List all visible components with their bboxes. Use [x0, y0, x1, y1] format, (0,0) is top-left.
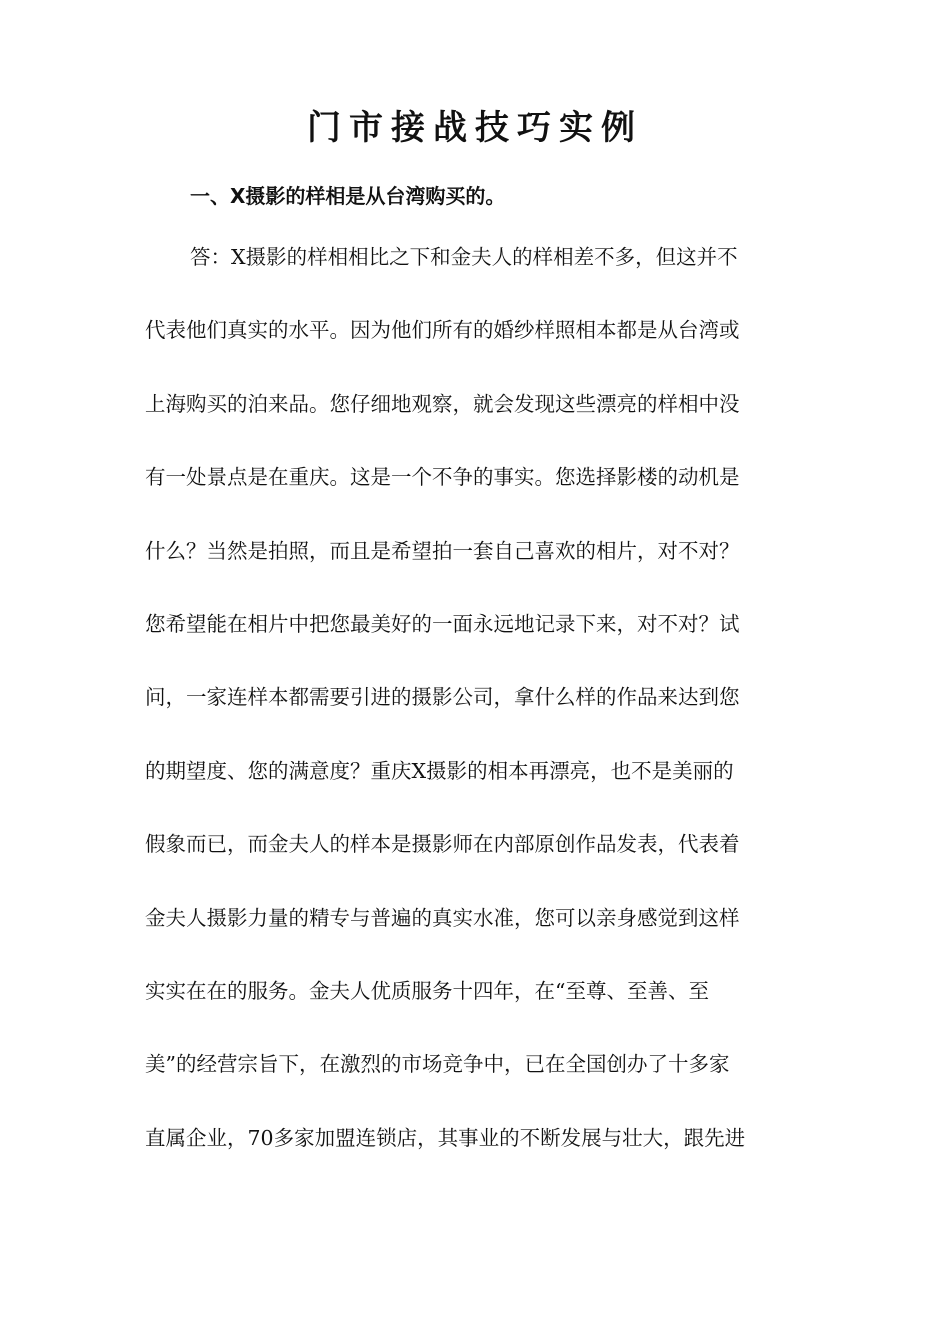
body-line: 美”的经营宗旨下，在激烈的市场竞争中，已在全国创办了十多家	[145, 1052, 730, 1077]
body-line: 的期望度、您的满意度？重庆X摄影的相本再漂亮，也不是美丽的	[145, 758, 734, 783]
body-line: 实实在在的服务。金夫人优质服务十四年，在“至尊、至善、至	[145, 978, 709, 1003]
body-line: 代表他们真实的水平。因为他们所有的婚纱样照相本都是从台湾或	[145, 318, 740, 343]
body-text	[145, 234, 810, 1188]
body-line: 什么？当然是拍照，而且是希望拍一套自己喜欢的相片，对不对？	[145, 538, 740, 563]
body-line: 直属企业，70多家加盟连锁店，其事业的不断发展与壮大，跟先进	[145, 1125, 746, 1150]
body-line: 金夫人摄影力量的精专与普遍的真实水准，您可以亲身感觉到这样	[145, 905, 740, 930]
body-line: 答：X摄影的样相相比之下和金夫人的样相差不多，但这并不	[190, 245, 738, 269]
body-line: 上海购买的泊来品。您仔细地观察，就会发现这些漂亮的样相中没	[145, 391, 740, 416]
body-line: 问，一家连样本都需要引进的摄影公司，拿什么样的作品来达到您	[145, 685, 740, 710]
section-heading: 一、X摄影的样相是从台湾购买的。	[190, 184, 506, 208]
body-line: 有一处景点是在重庆。这是一个不争的事实。您选择影楼的动机是	[145, 465, 740, 490]
page-title: 门市接战技巧实例	[307, 108, 643, 148]
body-line: 您希望能在相片中把您最美好的一面永远地记录下来，对不对？试	[145, 611, 740, 636]
body-line: 假象而已，而金夫人的样本是摄影师在内部原创作品发表，代表着	[145, 832, 740, 857]
